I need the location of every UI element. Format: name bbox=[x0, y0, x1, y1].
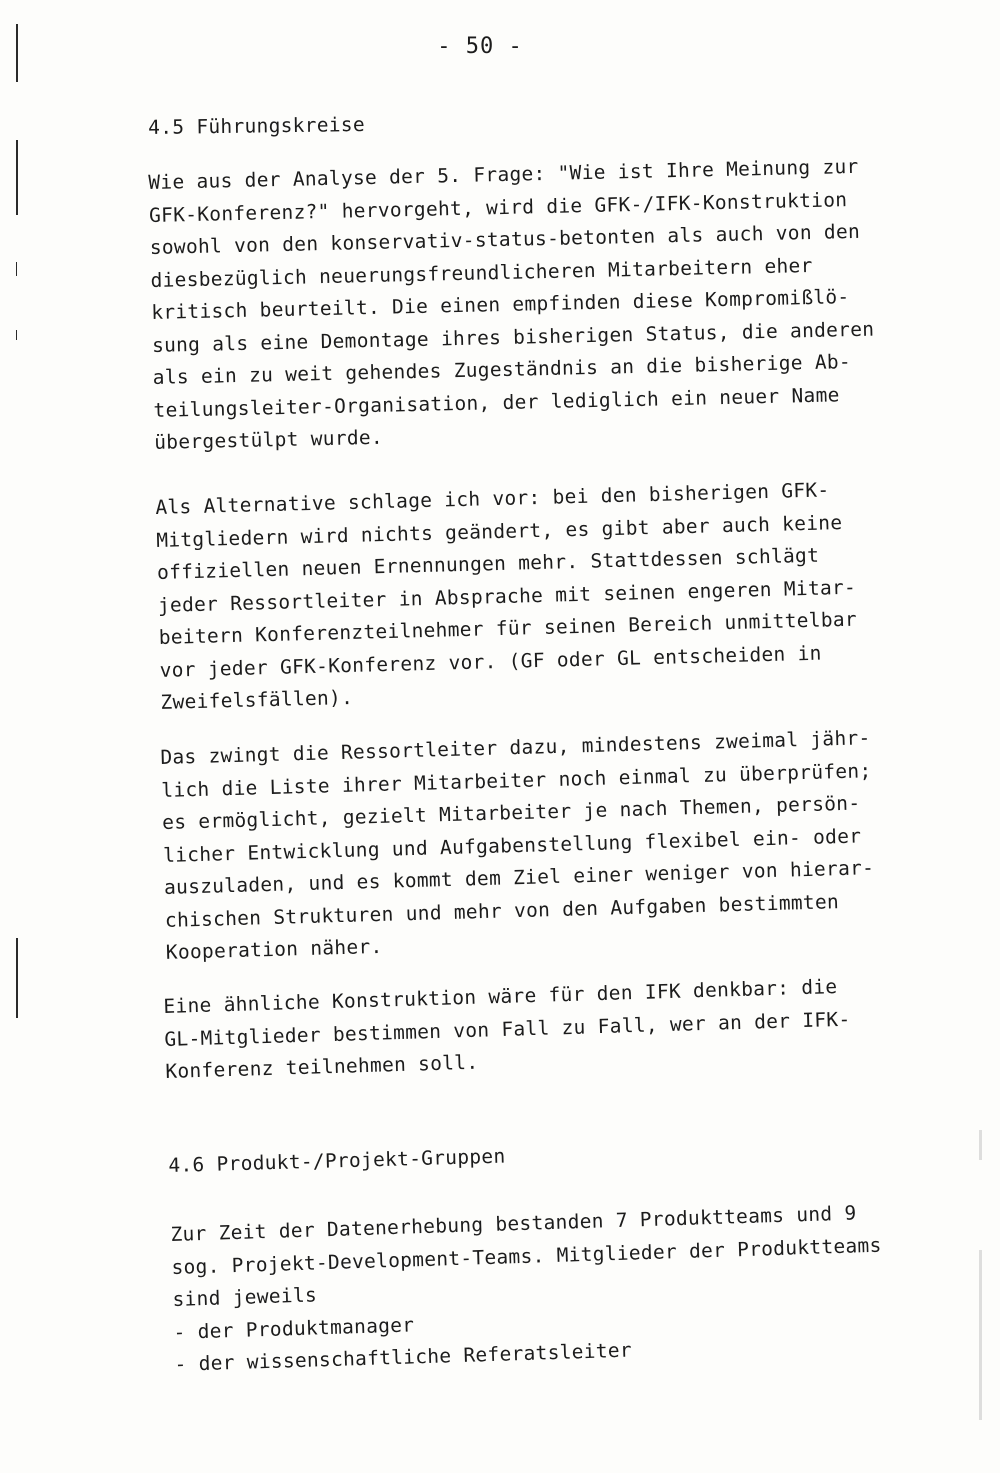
text-line: jeder Ressortleiter in Absprache mit seinen engeren Mitar- bbox=[157, 575, 857, 617]
left-margin-rule bbox=[16, 938, 18, 1018]
text-line: als ein zu weit gehendes Zugeständnis an die bisherige Ab- bbox=[152, 350, 852, 389]
paragraph-alternative bbox=[155, 474, 859, 720]
left-margin-rule bbox=[16, 330, 17, 340]
text-line: beitern Konferenzteilnehmer für seinen Bereich unmittelbar bbox=[158, 607, 858, 649]
text-line: übergestülpt wurde. bbox=[153, 425, 384, 454]
text-line: sowohl von den konservativ-status-betonten als auch von den bbox=[149, 219, 861, 259]
left-margin-rule bbox=[16, 140, 18, 215]
text-line: vor jeder GFK-Konferenz vor. (GF oder GL entscheiden in bbox=[159, 641, 822, 682]
text-line: Wie aus der Analyse der 5. Frage: "Wie ist Ihre Meinung zur bbox=[148, 154, 859, 194]
text-line: sung als eine Demontage ihres bisherigen Status, die anderen bbox=[151, 317, 875, 357]
text-line: GFK-Konferenz?" hervorgeht, wird die GFK-/IFK-Konstruktion bbox=[148, 187, 848, 227]
scan-edge-mark bbox=[979, 1250, 982, 1420]
paragraph-produktteams bbox=[170, 1197, 885, 1382]
text-line: Zweifelsfällen). bbox=[160, 685, 354, 714]
text-line: Das zwingt die Ressortleiter dazu, mindestens zweimal jähr- bbox=[160, 726, 871, 769]
left-margin-rule bbox=[16, 262, 17, 276]
paragraph-gfk-analysis bbox=[148, 151, 877, 460]
page-number: - 50 - bbox=[437, 34, 523, 59]
text-line: chischen Strukturen und mehr von den Aufgaben bestimmten bbox=[164, 889, 840, 932]
list-item: - der Produktmanager bbox=[173, 1312, 415, 1344]
text-line: sog. Projekt-Development-Teams. Mitglieder der Produktteams bbox=[171, 1233, 882, 1279]
text-line: Mitgliedern wird nichts geändert, es gibt aber auch keine bbox=[155, 510, 843, 552]
text-line: licher Entwicklung und Aufgabenstellung flexibel ein- oder bbox=[162, 823, 862, 867]
text-line: Als Alternative schlage ich vor: bei den bisherigen GFK- bbox=[155, 478, 830, 519]
text-line: sind jeweils bbox=[172, 1283, 318, 1311]
paragraph-ressortleiter bbox=[160, 722, 876, 969]
text-line: auszuladen, und es kommt dem Ziel einer weniger von hierar- bbox=[163, 856, 875, 899]
paragraph-ifk bbox=[163, 971, 852, 1089]
text-line: kritisch beurteilt. Die einen empfinden diese Kompromißlö- bbox=[151, 285, 850, 324]
text-line: es ermöglicht, gezielt Mitarbeiter je nach Themen, persön- bbox=[161, 791, 861, 834]
text-line: lich die Liste ihrer Mitarbeiter noch einmal zu überprüfen; bbox=[161, 758, 872, 802]
text-line: teilungsleiter-Organisation, der lediglich ein neuer Name bbox=[153, 382, 840, 422]
text-line: diesbezüglich neuerungsfreundlicheren Mitarbeitern eher bbox=[150, 253, 813, 292]
text-line: Zur Zeit der Datenerhebung bestanden 7 Produktteams und 9 bbox=[170, 1201, 857, 1246]
text-line: Konferenz teilnehmen soll. bbox=[165, 1050, 479, 1083]
scan-edge-mark bbox=[979, 1130, 982, 1160]
list-item: - der wissenschaftliche Referatsleiter bbox=[174, 1338, 633, 1376]
text-line: GL-Mitglieder bestimmen von Fall zu Fall, wer an der IFK- bbox=[164, 1007, 851, 1051]
text-line: Kooperation näher. bbox=[165, 934, 383, 964]
section-heading-4-5 bbox=[148, 109, 365, 145]
text-line: Eine ähnliche Konstruktion wäre für den IFK denkbar: die bbox=[163, 974, 838, 1018]
heading-text: 4.6 Produkt-/Projekt-Gruppen bbox=[168, 1144, 506, 1177]
text-line: offiziellen neuen Ernennungen mehr. Stattdessen schlägt bbox=[156, 543, 820, 584]
heading-text: 4.5 Führungskreise bbox=[148, 112, 366, 139]
section-heading-4-6 bbox=[168, 1141, 506, 1183]
